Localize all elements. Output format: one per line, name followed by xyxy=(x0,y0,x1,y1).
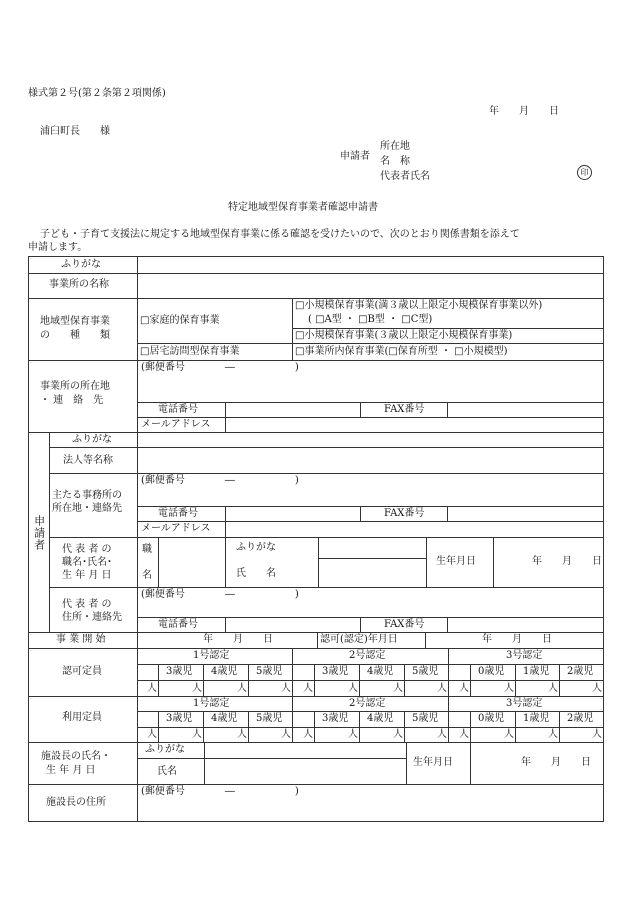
type-label-2: の 種 類 xyxy=(40,330,110,341)
use-age5-b: 5歳児 xyxy=(412,713,439,724)
cap-age5-b: 5歳児 xyxy=(412,666,439,677)
use-unit: 人 xyxy=(504,729,514,740)
use-age3-a: 3歳児 xyxy=(166,713,193,724)
address-label: 所在地 xyxy=(380,141,410,152)
director-label-2: 生 年 月 日 xyxy=(46,765,96,776)
use-age0: 0歳児 xyxy=(478,713,505,724)
rep-label-3: 生 年 月 日 xyxy=(62,570,112,581)
approval-label: 認可(認定)年月日 xyxy=(320,634,398,645)
office-phone-label: 電話番号 xyxy=(158,404,198,415)
cap-unit: 人 xyxy=(237,683,247,694)
rep-job-label: 職 xyxy=(142,544,152,555)
director-name-label: 氏名 xyxy=(157,766,177,777)
main-office-fax-label: FAX番号 xyxy=(384,508,425,519)
cap-age4-a: 4歳児 xyxy=(211,666,238,677)
cap-nintei3: 3号認定 xyxy=(506,650,543,661)
use-unit: 人 xyxy=(192,729,202,740)
checkbox-small-scale[interactable]: □小規模保育事業(満３歳以上限定小規模保育事業以外) xyxy=(295,300,543,311)
cap-unit: 人 xyxy=(504,683,514,694)
date-line: 年 月 日 xyxy=(489,106,559,117)
use-unit: 人 xyxy=(437,729,447,740)
rep-birth-label: 生年月日 xyxy=(436,556,476,567)
main-office-email-label: メールアドレス xyxy=(141,523,211,534)
capacity-label: 認可定員 xyxy=(62,666,102,677)
use-unit: 人 xyxy=(147,729,157,740)
type-label-1: 地域型保育事業 xyxy=(40,316,110,327)
use-unit: 人 xyxy=(303,729,313,740)
use-age4-a: 4歳児 xyxy=(211,713,238,724)
rep-postal: (郵便番号 ― ) xyxy=(141,589,299,600)
name-label: 名 称 xyxy=(380,156,410,167)
cap-unit: 人 xyxy=(192,683,202,694)
addressee: 浦臼町長 様 xyxy=(40,126,110,137)
cap-age1: 1歳児 xyxy=(523,666,550,677)
cap-age4-b: 4歳児 xyxy=(367,666,394,677)
rep-name-label: 代表者氏名 xyxy=(380,171,430,182)
main-office-label-2: 所在地・連絡先 xyxy=(52,503,122,514)
document-title: 特定地域型保育事業者確認申請書 xyxy=(228,202,378,213)
use-nintei1: 1号認定 xyxy=(193,698,230,709)
director-postal: (郵便番号 ― ) xyxy=(141,786,299,797)
director-birth-ymd: 年 月 日 xyxy=(521,757,591,768)
office-email-label: メールアドレス xyxy=(141,419,211,430)
director-furigana-label: ふりがな xyxy=(145,744,185,755)
corp-name-label: 法人等名称 xyxy=(63,455,113,466)
use-age1: 1歳児 xyxy=(523,713,550,724)
use-age3-b: 3歳児 xyxy=(322,713,349,724)
intro-line-1: 子ども・子育て支援法に規定する地域型保育事業に係る確認を受けたいので、次のとおり関係書類を添えて xyxy=(40,229,520,240)
use-unit: 人 xyxy=(393,729,403,740)
cap-age2: 2歳児 xyxy=(567,666,594,677)
cap-age3-b: 3歳児 xyxy=(322,666,349,677)
director-address-label: 施設長の住所 xyxy=(46,797,106,808)
cap-age0: 0歳児 xyxy=(478,666,505,677)
intro-line-2: 申請します。 xyxy=(28,242,88,253)
rep-label-1: 代 表 者 の xyxy=(62,544,112,555)
cap-age5-a: 5歳児 xyxy=(256,666,283,677)
start-label: 事 業 開 始 xyxy=(56,634,106,645)
checkbox-small-3plus[interactable]: □小規模保育事業(３歳以上限定小規模保育事業) xyxy=(295,330,513,341)
cap-unit: 人 xyxy=(303,683,313,694)
use-unit: 人 xyxy=(459,729,469,740)
use-nintei2: 2号認定 xyxy=(349,698,386,709)
applicant-label: 申請者 xyxy=(340,151,370,162)
furigana-label: ふりがな xyxy=(61,259,101,270)
applicant-vertical-label: 申請者 xyxy=(32,515,46,551)
cap-age3-a: 3歳児 xyxy=(166,666,193,677)
use-unit: 人 xyxy=(237,729,247,740)
main-office-postal: (郵便番号 ― ) xyxy=(141,475,299,486)
seal-mark: 印 xyxy=(577,165,592,180)
use-age2: 2歳児 xyxy=(567,713,594,724)
checkbox-home-care[interactable]: □家庭的保育事業 xyxy=(140,315,220,326)
director-label-1: 施設長の氏名・ xyxy=(41,751,111,762)
usage-label: 利用定員 xyxy=(62,712,102,723)
director-birth-label: 生年月日 xyxy=(413,757,453,768)
cap-unit: 人 xyxy=(592,683,602,694)
use-age5-a: 5歳児 xyxy=(256,713,283,724)
use-age4-b: 4歳児 xyxy=(367,713,394,724)
corp-furigana-label: ふりがな xyxy=(72,434,112,445)
rep-addr-label-1: 代 表 者 の xyxy=(62,599,112,610)
cap-nintei1: 1号認定 xyxy=(193,650,230,661)
main-office-label-1: 主たる事務所の xyxy=(52,490,122,501)
cap-unit: 人 xyxy=(393,683,403,694)
cap-unit: 人 xyxy=(348,683,358,694)
rep-birth-ymd: 年 月 日 xyxy=(532,556,602,567)
use-unit: 人 xyxy=(592,729,602,740)
cap-nintei2: 2号認定 xyxy=(349,650,386,661)
cap-unit: 人 xyxy=(548,683,558,694)
form-number: 様式第２号(第２条第２項関係) xyxy=(28,88,166,99)
checkbox-home-visit[interactable]: □居宅訪問型保育事業 xyxy=(140,346,240,357)
cap-unit: 人 xyxy=(281,683,291,694)
office-loc-label-1: 事業所の所在地 xyxy=(40,381,110,392)
use-unit: 人 xyxy=(348,729,358,740)
office-postal: (郵便番号 ― ) xyxy=(141,362,299,373)
rep-name-kanji-label: 名 xyxy=(142,570,152,581)
rep-shimei-label: 氏 名 xyxy=(236,568,276,579)
cap-unit: 人 xyxy=(437,683,447,694)
cap-unit: 人 xyxy=(459,683,469,694)
checkbox-small-abc[interactable]: ( □A型 ・ □B型 ・ □C型) xyxy=(308,314,433,325)
use-unit: 人 xyxy=(548,729,558,740)
cap-unit: 人 xyxy=(147,683,157,694)
rep-fax-label: FAX番号 xyxy=(384,619,425,630)
use-unit: 人 xyxy=(281,729,291,740)
rep-addr-label-2: 住所・連絡先 xyxy=(62,612,122,623)
office-loc-label-2: ・ 連 絡 先 xyxy=(40,395,104,406)
checkbox-onsite[interactable]: □事業所内保育事業(□保育所型 ・ □小規模型) xyxy=(295,346,508,357)
use-nintei3: 3号認定 xyxy=(506,698,543,709)
office-fax-label: FAX番号 xyxy=(384,404,425,415)
rep-label-2: 職名･氏名･ xyxy=(62,557,112,568)
office-name-label: 事業所の名称 xyxy=(49,279,109,290)
approval-ymd: 年 月 日 xyxy=(482,634,552,645)
start-ymd: 年 月 日 xyxy=(203,634,273,645)
rep-phone-label: 電話番号 xyxy=(158,619,198,630)
main-office-phone-label: 電話番号 xyxy=(158,508,198,519)
rep-furigana-label: ふりがな xyxy=(236,542,276,553)
